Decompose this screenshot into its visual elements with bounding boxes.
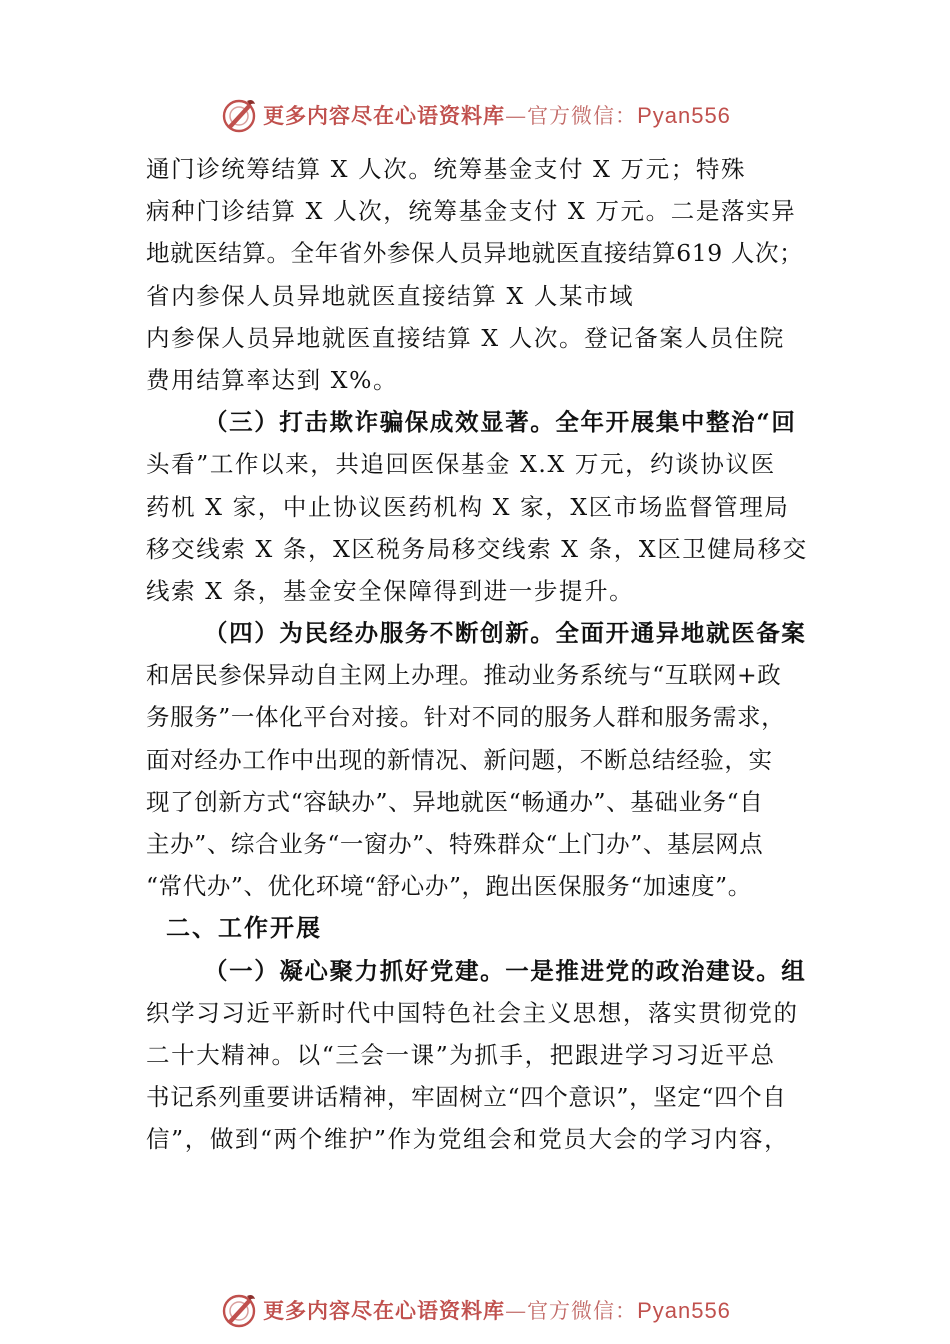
- header-banner: [0, 93, 950, 137]
- banner-main-text: 更多内容尽在心语资料库: [263, 1298, 506, 1323]
- body-line: 内参保人员异地就医直接结算 X 人次。登记备案人员住院: [146, 323, 785, 352]
- section-heading-4: （四）为民经办服务不断创新。全面开通异地就医备案: [204, 619, 807, 648]
- watermark-logo-icon: [219, 1290, 259, 1330]
- section-heading-3: （三）打击欺诈骗保成效显著。全年开展集中整治“回: [204, 408, 797, 437]
- watermark-logo-icon: [219, 95, 259, 135]
- body-line: 二十大精神。以“三会一课”为抓手，把跟进学习习近平总: [146, 1040, 776, 1069]
- section-heading-1: （一）凝心聚力抓好党建。一是推进党的政治建设。组: [204, 956, 807, 985]
- body-line: 线索 X 条，基金安全保障得到进一步提升。: [146, 576, 635, 605]
- body-line: 移交线索 X 条，X区税务局移交线索 X 条，X区卫健局移交: [146, 534, 808, 563]
- banner-separator: —: [505, 104, 528, 128]
- body-line: 织学习习近平新时代中国特色社会主义思想，落实贯彻党的: [146, 998, 799, 1027]
- chapter-heading: 二、工作开展: [166, 914, 322, 943]
- body-line: 药机 X 家，中止协议医药机构 X 家，X区市场监督管理局: [146, 492, 790, 521]
- banner-separator: —: [505, 1299, 528, 1323]
- document-body: [146, 148, 826, 1161]
- body-line: 费用结算率达到 X%。: [146, 365, 399, 394]
- body-line: 病种门诊结算 X 人次，统筹基金支付 X 万元。二是落实异: [146, 197, 797, 226]
- body-line: 省内参保人员异地就医直接结算 X 人某市域: [146, 281, 635, 310]
- footer-banner: [0, 1288, 950, 1332]
- body-line: 地就医结算。全年省外参保人员异地就医直接结算619 人次；: [146, 239, 804, 268]
- body-line: 现了创新方式“容缺办”、异地就医“畅通办”、基础业务“自: [146, 787, 764, 816]
- body-line: 务服务”一体化平台对接。针对不同的服务人群和服务需求，: [146, 703, 786, 732]
- body-line: 书记系列重要讲话精神，牢固树立“四个意识”，坚定“四个自: [146, 1083, 787, 1112]
- banner-wechat-id: Pyan556: [637, 1298, 731, 1323]
- banner-wechat-id: Pyan556: [637, 103, 731, 128]
- body-line: 通门诊统筹结算 X 人次。统筹基金支付 X 万元；特殊: [146, 155, 747, 183]
- banner-wechat-label: 官方微信：: [527, 1299, 638, 1323]
- body-line: 信”，做到“两个维护”作为党组会和党员大会的学习内容，: [146, 1125, 790, 1154]
- body-line: 和居民参保异动自主网上办理。推动业务系统与“互联网+政: [146, 661, 782, 690]
- body-line: 主办”、综合业务“一窗办”、特殊群众“上门办”、基层网点: [146, 830, 764, 858]
- banner-text: [263, 1295, 731, 1325]
- body-line: “常代办”、优化环境“舒心办”，跑出医保服务“加速度”。: [146, 872, 752, 901]
- body-line: 面对经办工作中出现的新情况、新问题，不断总结经验，实: [146, 745, 773, 774]
- banner-main-text: 更多内容尽在心语资料库: [263, 103, 506, 128]
- banner-text: [263, 100, 731, 130]
- banner-wechat-label: 官方微信：: [527, 104, 638, 128]
- body-line: 头看”工作以来，共追回医保基金 X.X 万元，约谈协议医: [146, 450, 776, 479]
